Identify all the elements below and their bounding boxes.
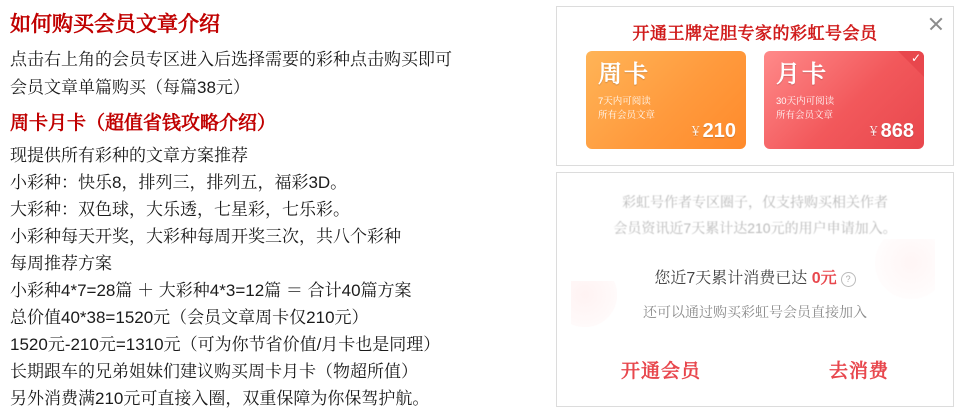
paragraph-recommendation: 长期跟车的兄弟姐妹们建议购买周卡月卡（物超所值） [10, 362, 418, 381]
paragraph-savings: 1520元-210元=1310元（可为你节省价值/月卡也是同理） [10, 335, 441, 354]
plan-name: 月卡 [776, 61, 828, 88]
currency-symbol: ￥ [689, 124, 702, 138]
plan-desc-line1: 30天内可阅读 [776, 96, 835, 107]
plan-desc [776, 95, 912, 123]
question-mark-icon[interactable]: ? [841, 272, 856, 287]
open-membership-button[interactable]: 开通会员 [615, 355, 707, 384]
paragraph-weekly-recommend: 每周推荐方案 [10, 254, 112, 273]
consume-status [557, 265, 953, 288]
plan-card-month[interactable] [764, 51, 924, 149]
plan-desc-line2: 所有会员文章 [598, 110, 656, 121]
membership-purchase-card [556, 6, 954, 166]
plan-name: 周卡 [598, 61, 650, 88]
circle-rule-line2: 会员资讯近7天累计达210元的用户申请加入。 [613, 220, 897, 236]
plan-card-list [557, 51, 953, 149]
paragraph-total-value: 总价值40*38=1520元（会员文章周卡仅210元） [10, 308, 369, 327]
paragraph-small-lottery-types: 小彩种：快乐8，排列三，排列五，福彩3D。 [10, 173, 348, 192]
plan-price [690, 120, 736, 143]
plan-desc-line1: 7天内可阅读 [598, 96, 651, 107]
plan-desc [598, 95, 734, 123]
promo-panel [552, 0, 962, 413]
section-heading-card-strategy: 周卡月卡（超值省钱攻略介绍） [10, 113, 277, 134]
plan-card-week[interactable] [586, 51, 746, 149]
paragraph-article-count-math: 小彩种4*7=28篇 ＋ 大彩种4*3=12篇 ＝ 合计40篇方案 [10, 281, 412, 300]
plan-price [868, 120, 914, 143]
section-heading-how-to-buy: 如何购买会员文章介绍 [10, 13, 220, 36]
paragraph-plans-offered: 现提供所有彩种的文章方案推荐 [10, 146, 248, 165]
circle-join-card [556, 172, 954, 407]
currency-symbol: ￥ [867, 124, 880, 138]
action-button-row [557, 355, 953, 384]
go-consume-button[interactable]: 去消费 [823, 355, 895, 384]
close-icon[interactable] [927, 15, 945, 33]
paragraph-entry-instruction: 点击右上角的会员专区进入后选择需要的彩种点击购买即可 [10, 50, 452, 69]
circle-rule-line1: 彩虹号作者专区圈子，仅支持购买相关作者 [622, 194, 888, 210]
consume-amount: 0元 [811, 270, 837, 287]
circle-rule-note [557, 173, 953, 241]
paragraph-join-circle: 另外消费满210元可直接入圈，双重保障为你保驾护航。 [10, 389, 430, 408]
plan-desc-line2: 所有会员文章 [776, 110, 834, 121]
paragraph-draw-frequency: 小彩种每天开奖，大彩种每周开奖三次，共八个彩种 [10, 227, 401, 246]
paragraph-big-lottery-types: 大彩种：双色球，大乐透，七星彩，七乐彩。 [10, 200, 350, 219]
price-value: 210 [702, 120, 736, 142]
consume-prefix: 您近7天累计消费已达 [654, 270, 812, 287]
paragraph-single-article-price: 会员文章单篇购买（每篇38元） [10, 78, 250, 97]
join-hint: 还可以通过购买彩虹号会员直接加入 [643, 304, 867, 320]
promo-title: 开通王牌定胆专家的彩虹号会员 [632, 24, 878, 43]
check-icon: ✓ [910, 51, 921, 65]
price-value: 868 [880, 120, 914, 142]
